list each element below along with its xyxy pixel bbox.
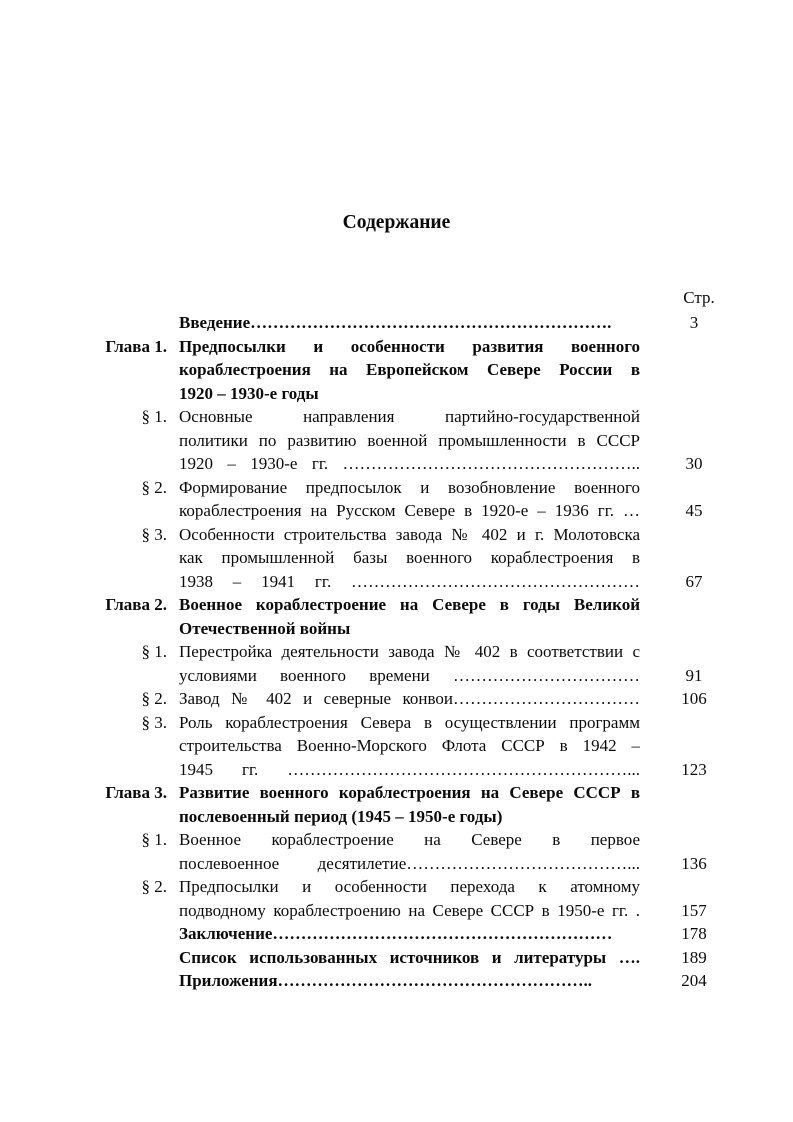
toc-entry-line: Военное кораблестроение на Севере в первое xyxy=(179,830,640,849)
toc-entry-page: 157 xyxy=(681,900,707,920)
toc-entry-line: послевоенное десятилетие…………………………………... xyxy=(179,853,640,873)
toc-entry-page: 178 xyxy=(681,924,707,943)
toc-entry-line: Заключение…………………………………………………… xyxy=(179,924,613,943)
toc-entry-label: § 3. xyxy=(141,524,167,544)
toc-entry-page: 45 xyxy=(685,501,703,520)
toc-entry-title xyxy=(179,476,640,523)
toc-entry-page: 30 xyxy=(685,454,703,473)
toc-entry xyxy=(100,523,750,594)
toc-entry-page: 189 xyxy=(681,947,707,967)
toc-entry-page: 204 xyxy=(681,971,707,990)
table-of-contents xyxy=(100,311,750,993)
toc-entry-label: Глава 3. xyxy=(105,783,167,802)
toc-entry xyxy=(100,311,750,335)
toc-entry-page: 123 xyxy=(681,759,707,779)
toc-entry-line: подводному кораблестроению на Севере СССР в 1950-е гг. . xyxy=(179,900,640,920)
toc-entry-title xyxy=(179,781,640,828)
toc-entry xyxy=(100,593,750,640)
toc-entry xyxy=(100,687,750,711)
toc-entry-title xyxy=(179,687,640,711)
toc-entry xyxy=(100,405,750,476)
toc-entry-line: Введение………………………………………………………. xyxy=(179,313,612,332)
toc-entry-title xyxy=(179,875,640,922)
toc-entry-line: 1945 гг. ……………………………………………………... xyxy=(179,759,640,779)
toc-entry-line: послевоенный период (1945 – 1950-е годы) xyxy=(179,806,503,826)
toc-entry-line: кораблестроения на Европейском Севере России в xyxy=(179,360,640,379)
toc-entry xyxy=(100,711,750,782)
toc-entry xyxy=(100,476,750,523)
toc-entry-line: Основные направления партийно-государственной xyxy=(179,407,640,426)
toc-entry-label: Глава 1. xyxy=(105,336,167,356)
toc-entry xyxy=(100,335,750,406)
toc-entry-page: 3 xyxy=(689,313,699,332)
toc-entry-line: Список использованных источников и литературы …. xyxy=(179,947,640,967)
toc-entry xyxy=(100,969,750,993)
toc-entry-line: 1920 – 1930-е годы xyxy=(179,383,319,403)
toc-entry-label: § 1. xyxy=(141,407,167,426)
toc-entry-page: 106 xyxy=(681,689,707,708)
toc-entry-line: Роль кораблестроения Севера в осуществлении программ xyxy=(179,712,640,732)
toc-entry-title xyxy=(179,523,640,594)
toc-entry-page: 67 xyxy=(685,571,703,591)
toc-entry-line: политики по развитию военной промышленности в СССР xyxy=(179,430,640,450)
toc-entry-line: условиями военного времени …………………………… xyxy=(179,665,640,685)
toc-entry-line: Особенности строительства завода № 402 и г. Молотовска xyxy=(179,524,640,544)
toc-entry-title xyxy=(179,828,640,875)
toc-entry-label: § 1. xyxy=(141,642,167,661)
toc-entry-line: Отечественной войны xyxy=(179,618,351,638)
toc-entry-title xyxy=(179,922,640,946)
toc-entry xyxy=(100,781,750,828)
toc-entry-title xyxy=(179,405,640,476)
toc-entry-label: § 1. xyxy=(141,830,167,849)
toc-entry-title xyxy=(179,969,640,993)
toc-entry-line: Развитие военного кораблестроения на Севере СССР в xyxy=(179,783,640,802)
toc-entry-line: Формирование предпосылок и возобновление военного xyxy=(179,477,640,497)
toc-entry-title xyxy=(179,640,640,687)
toc-entry-line: Завод № 402 и северные конвои…………………………… xyxy=(179,689,640,708)
toc-entry-title xyxy=(179,335,640,406)
toc-entry-title xyxy=(179,711,640,782)
toc-entry xyxy=(100,640,750,687)
toc-entry-line: кораблестроения на Русском Севере в 1920-е – 1936 гг. … xyxy=(179,501,640,520)
toc-entry-line: Приложения……………………………………………….. xyxy=(179,971,593,990)
toc-entry-page: 91 xyxy=(685,665,703,685)
toc-entry-line: Предпосылки и особенности развития военного xyxy=(179,336,640,356)
toc-entry xyxy=(100,946,750,970)
toc-entry-line: 1920 – 1930-е гг. …………………………………………….. xyxy=(179,454,640,473)
toc-entry xyxy=(100,828,750,875)
toc-entry-label xyxy=(100,922,179,946)
toc-entry-line: Перестройка деятельности завода № 402 в соответствии с xyxy=(179,642,640,661)
toc-entry-label: § 2. xyxy=(141,689,167,708)
toc-entry-title xyxy=(179,593,640,640)
toc-entry-label xyxy=(100,311,179,335)
toc-entry-line: Военное кораблестроение на Севере в годы Великой xyxy=(179,595,640,614)
toc-entry-label: § 2. xyxy=(141,477,167,497)
toc-entry xyxy=(100,922,750,946)
toc-entry-line: строительства Военно-Морского Флота СССР в 1942 – xyxy=(179,736,640,755)
toc-entry-title xyxy=(179,946,640,970)
page-title: Содержание xyxy=(342,212,451,233)
toc-entry xyxy=(100,875,750,922)
toc-entry-line: как промышленной базы военного кораблестроения в xyxy=(179,548,640,567)
toc-entry-label: § 3. xyxy=(141,712,167,732)
toc-entry-line: 1938 – 1941 гг. …………………………………………… xyxy=(179,571,640,591)
toc-entry-line: Предпосылки и особенности перехода к атомному xyxy=(179,877,640,896)
toc-entry-label: Глава 2. xyxy=(105,595,167,614)
toc-entry-page: 136 xyxy=(681,853,707,873)
toc-entry-title xyxy=(179,311,640,335)
toc-entry-label: § 2. xyxy=(141,877,167,896)
toc-entry-label xyxy=(100,969,179,993)
page-column-header: Стр. xyxy=(683,288,715,307)
toc-entry-label xyxy=(100,946,179,970)
